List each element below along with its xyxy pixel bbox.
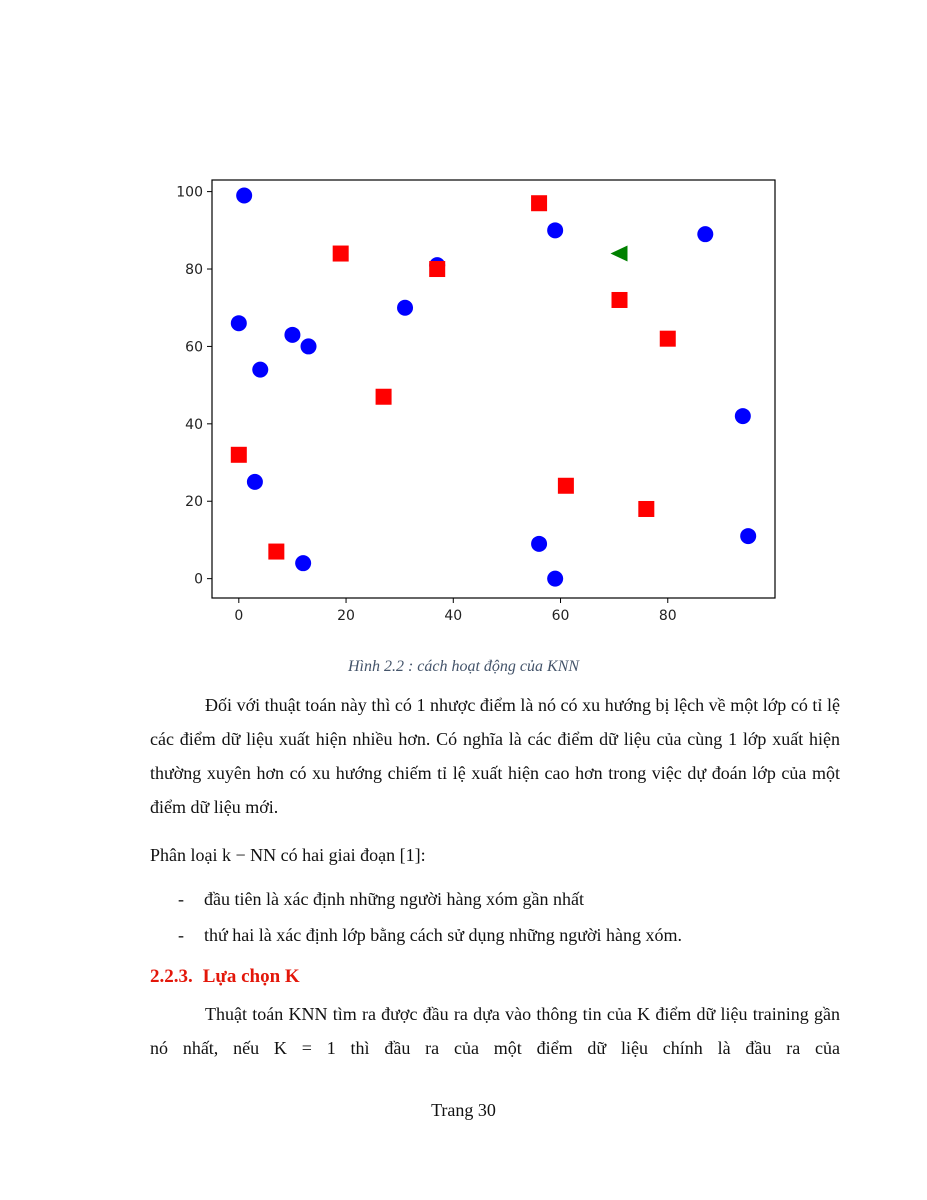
data-point-triangle	[611, 246, 628, 262]
bullet-dash: -	[178, 889, 184, 909]
data-point-square	[660, 331, 676, 347]
x-tick-label: 80	[658, 608, 677, 624]
y-tick-label: 20	[185, 494, 203, 511]
data-point-circle	[284, 327, 300, 343]
data-points	[231, 187, 756, 586]
data-point-square	[429, 261, 445, 277]
section-title: Lựa chọn K	[202, 966, 300, 987]
data-point-square	[376, 389, 392, 405]
y-tick-label: 0	[194, 571, 203, 588]
data-point-circle	[236, 187, 252, 203]
x-axis	[234, 598, 676, 624]
bullet-text: đầu tiên là xác định những người hàng xóm gần nhất	[204, 889, 584, 909]
data-point-circle	[531, 536, 547, 552]
data-point-circle	[735, 408, 751, 424]
section-heading	[150, 966, 300, 988]
paragraph-choose-k: Thuật toán KNN tìm ra được đầu ra dựa vào thông tin của K điểm dữ liệu training gần nó nhất, nếu K = 1 thì đầu ra của một điểm dữ liệu chính là đầu ra của	[150, 1004, 840, 1058]
x-tick-label: 0	[234, 608, 244, 624]
y-tick-label: 100	[176, 184, 203, 201]
data-point-circle	[547, 571, 563, 587]
data-point-square	[333, 246, 349, 262]
y-tick-label: 60	[185, 339, 203, 356]
data-point-circle	[231, 315, 247, 331]
y-axis	[176, 185, 212, 588]
section-number: 2.2.3.	[150, 966, 193, 987]
data-point-circle	[740, 528, 756, 544]
data-point-square	[612, 292, 628, 308]
x-tick-label: 20	[337, 608, 355, 624]
data-point-circle	[295, 555, 311, 571]
x-tick-label: 60	[551, 608, 570, 624]
y-tick-label: 80	[185, 262, 203, 279]
data-point-circle	[252, 362, 268, 378]
data-point-circle	[697, 226, 713, 242]
bullet-item	[178, 918, 682, 952]
figure-caption: Hình 2.2 : cách hoạt động của KNN	[347, 658, 580, 675]
data-point-square	[231, 447, 247, 463]
bullet-item	[178, 882, 584, 916]
page-number: Trang 30	[431, 1100, 496, 1120]
data-point-circle	[247, 474, 263, 490]
data-point-circle	[547, 222, 563, 238]
bullet-text: thứ hai là xác định lớp bằng cách sử dụng những người hàng xóm.	[204, 925, 682, 945]
x-tick-label: 40	[444, 608, 463, 624]
y-tick-label: 40	[185, 416, 203, 433]
data-point-square	[531, 195, 547, 211]
data-point-square	[268, 544, 284, 560]
data-point-circle	[301, 338, 317, 354]
data-point-circle	[397, 300, 413, 316]
data-point-square	[558, 478, 574, 494]
bullet-dash: -	[178, 925, 184, 945]
knn-scatter-chart	[160, 170, 790, 640]
paragraph-bias: Đối với thuật toán này thì có 1 nhược điểm là nó có xu hướng bị lệch về một lớp có tỉ lệ các điểm dữ liệu xuất hiện nhiều hơn. Có nghĩa là các điểm dữ liệu của cùng 1 lớp xuất hiện thường xuyên hơn có xu hướng chiếm tỉ lệ xuất hiện cao hơn trong việc dự đoán lớp của một điểm dữ liệu mới.	[150, 695, 840, 817]
data-point-square	[638, 501, 654, 517]
paragraph-phases: Phân loại k − NN có hai giai đoạn [1]:	[150, 845, 426, 865]
plot-frame	[212, 180, 775, 598]
